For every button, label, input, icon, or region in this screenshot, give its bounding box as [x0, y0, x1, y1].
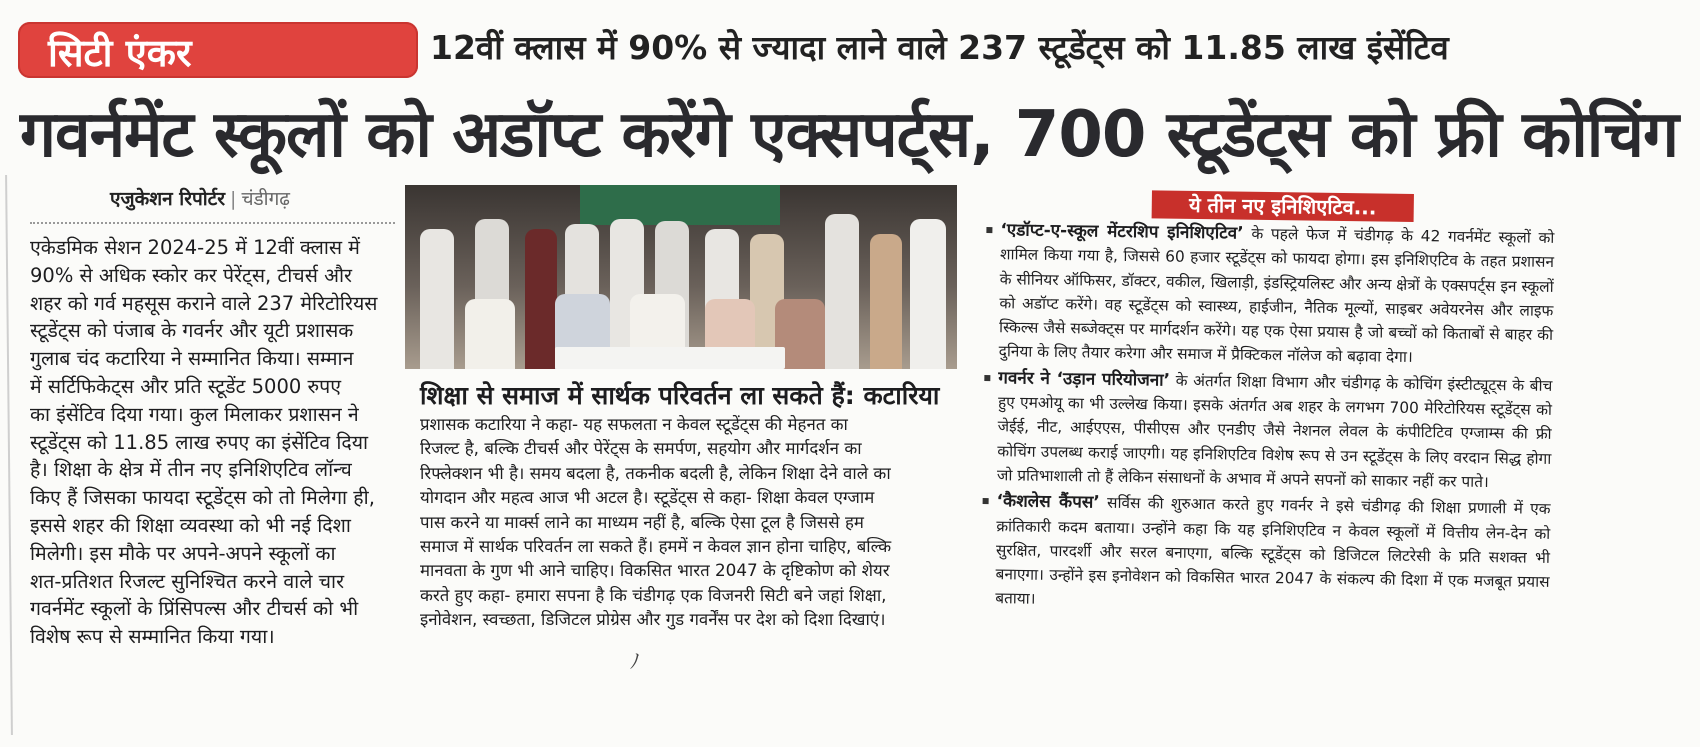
event-photo — [405, 185, 957, 369]
text-line: का इंसेंटिव दिया गया। कुल मिलाकर प्रशासन ने — [30, 402, 359, 426]
text-line: पास करने या मार्क्स लाने का माध्यम नहीं है, बल्कि ऐसा टूल है जिससे हम — [420, 511, 864, 532]
text-line: स्टूडेंट्स को पंजाब के गवर्नर और यूटी प्रशासक — [30, 319, 354, 343]
text-line: विशेष रूप से सम्मानित किया गया। — [30, 625, 275, 649]
kicker-headline: 12वीं क्लास में 90% से ज्यादा लाने वाले 237 स्टूडेंट्स को 11.85 लाख इंसेंटिव — [430, 28, 1449, 67]
text-line: समाज में सार्थक परिवर्तन ला सकते हैं। हममें न केवल ज्ञान होना चाहिए, बल्कि — [420, 536, 892, 557]
initiative-item — [983, 218, 1555, 372]
text-line: गवर्नमेंट स्कूलों के प्रिंसिपल्स और टीचर्स को भी — [30, 597, 359, 621]
section-tag — [18, 22, 418, 78]
text-line: एकेडमिक सेशन 2024-25 में 12वीं क्लास में — [30, 236, 360, 259]
dotted-divider — [30, 222, 395, 224]
byline-city: चंडीगढ़ — [241, 188, 290, 210]
initiative-text: के पहले फेज में चंडीगढ़ के 42 गवर्नमेंट स्कूलों को शामिल किया गया है, जिससे 60 हजार स्टूडेंट्स को फायदा होगा। इस इनिशिएटिव के तहत प्रशासन के सीनियर ऑफिसर, डॉक्टर, वकील, खिलाड़ी, इंडस्ट्रियलिस्ट और अन्य क्षेत्रों के एक्सपर्ट्स इन स्कूलों को अडॉप्ट करेंगे। वह स्टूडेंट्स को स्वास्थ्य, हाईजीन, नैतिक मूल्यों, साइबर अवेयरनेस और लाइफ स्किल्स जैसे सब्जेक्ट्स पर मार्गदर्शन करेंगे। यह एक ऐसा प्रयास है जो बच्चों को किताबों से बाहर की दुनिया के लिए तैयार करेगा और समाज में प्रैक्टिकल नॉलेज को बढ़ावा देगा। — [998, 224, 1555, 367]
text-line: गुलाब चंद कटारिया ने सम्मानित किया। सम्मान — [30, 347, 354, 371]
stage-banner — [580, 185, 780, 225]
byline-separator: | — [230, 188, 237, 210]
text-line: है। शिक्षा के क्षेत्र में तीन नए इनिशिएटिव लॉन्च — [30, 458, 352, 482]
text-line: किए हैं जिसका फायदा स्टूडेंट्स को तो मिलेगा ही, — [30, 486, 375, 510]
main-headline: गवर्नमेंट स्कूलों को अडॉप्ट करेंगे एक्सपर्ट्स, 700 स्टूडेंट्स को फ्री कोचिंग — [20, 98, 1679, 172]
byline-reporter: एजुकेशन रिपोर्टर — [110, 188, 226, 210]
text-line: शहर को गर्व महसूस कराने वाले 237 मेरिटोरियस — [30, 291, 378, 315]
text-line: स्टूडेंट्स को 11.85 लाख रुपए का इंसेंटिव दिया — [30, 430, 369, 454]
left-column-text — [30, 234, 398, 651]
text-line: इससे शहर की शिक्षा व्यवस्था को भी नई दिशा — [30, 513, 351, 537]
text-line: मानवता के गुण भी आने चाहिए। विकसित भारत 2047 के दृष्टिकोण को शेयर — [420, 560, 890, 581]
sub-headline: शिक्षा से समाज में सार्थक परिवर्तन ला सकते हैं: कटारिया — [420, 381, 940, 410]
initiative-title: ‘कैशलेस कैंपस’ — [996, 491, 1100, 513]
text-line: रिजल्ट है, बल्कि टीचर्स और पेरेंट्स के समर्पण, सहयोग और मार्गदर्शन का — [420, 438, 862, 459]
text-line: योगदान और महत्व आज भी अटल है। स्टूडेंट्स से कहा- शिक्षा केवल एग्जाम — [420, 487, 875, 508]
initiative-item — [979, 489, 1551, 618]
initiative-text: सर्विस की शुरुआत करते हुए गवर्नर ने इसे चंडीगढ़ की शिक्षा प्रणाली में एक क्रांतिकारी कदम बताया। उन्होंने कहा कि यह इनिशिएटिव न केवल स्कूलों में वित्तीय लेन-देन को सुरक्षित, पारदर्शी और सरल बनाएगा, बल्कि स्टूडेंट्स को डिजिटल लिटरेसी के प्रति सशक्त भी बनाएगा। उन्होंने इस इनोवेशन को विकसित भारत 2047 के संकल्प की दिशा में एक मजबूत प्रयास बताया। — [995, 493, 1551, 609]
ink-mark: ﾉ — [630, 649, 640, 673]
text-line: करते हुए कहा- हमारा सपना है कि चंडीगढ़ एक विजनरी सिटी बने जहां शिक्षा, — [420, 584, 887, 605]
initiative-title: ‘एडॉप्ट-ए-स्कूल मेंटरशिप इनिशिएटिव’ — [1000, 220, 1244, 244]
initiative-text: के अंतर्गत शिक्षा विभाग और चंडीगढ़ के कोचिंग इंस्टीट्यूट्स के बीच हुए एमओयू का भी उल्लेख किया। इसके अंतर्गत अब शहर के लगभग 700 मेरिटोरियस स्टूडेंट्स को जेईई, नीट, आईएएस, पीसीएस और एनडीए जैसे नेशनल लेवल के कंपीटिटिव एग्जाम्स की फ्री कोचिंग उपलब्ध कराई जाएगी। यह इनिशिएटिव विशेष रूप से उन स्टूडेंट्स के लिए वरदान सिद्ध होगा जो प्रतिभाशाली तो हैं लेकिन संसाधनों के अभाव में अपने सपनों को साकार नहीं कर पाते। — [996, 371, 1553, 492]
middle-column-text — [420, 412, 955, 632]
text-line: 90% से अधिक स्कोर कर पेरेंट्स, टीचर्स और — [30, 263, 352, 287]
paper-edge — [5, 175, 13, 735]
text-line: में सर्टिफिकेट्स और प्रति स्टूडेंट 5000 रुपए — [30, 374, 341, 398]
text-line: इनोवेशन, स्वच्छता, डिजिटल प्रोग्रेस और गुड गवर्नेंस पर देश को दिशा दिखाएं। — [420, 609, 886, 630]
byline — [110, 185, 290, 211]
text-line: रिफ्लेक्शन भी है। समय बदला है, तकनीक बदली है, लेकिन शिक्षा देने वाले का — [420, 462, 891, 483]
initiatives-banner: ये तीन नए इनिशिएटिव... — [1152, 190, 1414, 222]
initiative-item — [981, 366, 1553, 495]
section-tag-label: सिटी एंकर — [48, 31, 192, 75]
text-line: प्रशासक कटारिया ने कहा- यह सफलता न केवल स्टूडेंट्स की मेहनत का — [420, 414, 848, 434]
initiatives-box — [979, 188, 1555, 619]
text-line: शत-प्रतिशत रिजल्ट सुनिश्चित करने वाले चार — [30, 569, 345, 593]
text-line: मिलेगी। इस मौके पर अपने-अपने स्कूलों का — [30, 541, 336, 565]
initiative-title: गवर्नर ने ‘उड़ान परियोजना’ — [998, 367, 1171, 391]
